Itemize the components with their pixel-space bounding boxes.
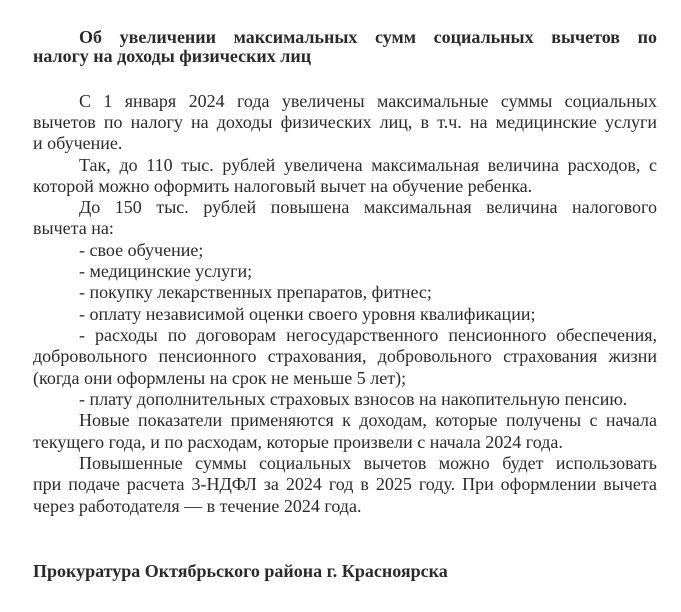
list-item: - расходы по договорам негосударственного пенсионного обеспечения, [79, 325, 657, 345]
body-line: Новые показатели применяются к доходам, которые получены с начала [79, 410, 657, 430]
list-item-continuation: (когда они оформлены на срок не меньше 5 лет); [33, 368, 407, 388]
list-item: - оплату независимой оценки своего уровня квалификации; [79, 304, 536, 324]
body-line: текущего года, и по расходам, которые произвели с начала 2024 года. [33, 432, 563, 452]
title-line-1: Об увеличении максимальных сумм социальных вычетов по [79, 27, 657, 47]
title-line-2: налогу на доходы физических лиц [33, 46, 312, 66]
body-line: Повышенные суммы социальных вычетов можно будет использовать [79, 453, 657, 473]
list-item: - медицинские услуги; [79, 261, 253, 281]
body-line: Так, до 110 тыс. рублей увеличена максимальная величина расходов, с [79, 155, 657, 175]
body-line: и обучение. [33, 133, 123, 153]
body-line: которой можно оформить налоговый вычет на обучение ребенка. [33, 176, 533, 196]
list-item: - покупку лекарственных препаратов, фитнес; [79, 282, 432, 302]
list-item: - плату дополнительных страховых взносов на накопительную пенсию. [79, 389, 628, 409]
body-line: До 150 тыс. рублей повышена максимальная величина налогового [79, 197, 657, 217]
list-item-continuation: добровольного пенсионного страхования, добровольного страхования жизни [33, 346, 657, 366]
body-line: вычета на: [33, 218, 114, 238]
body-line: при подаче расчета 3-НДФЛ за 2024 год в 2025 году. При оформлении вычета [33, 474, 657, 494]
body-line: вычетов по налогу на доходы физических лиц, в т.ч. на медицинские услуги [33, 112, 657, 132]
body-line: С 1 января 2024 года увеличены максимальные суммы социальных [79, 91, 657, 111]
list-item: - свое обучение; [79, 240, 204, 260]
signature: Прокуратура Октябрьского района г. Красноярска [33, 561, 448, 581]
body-line: через работодателя — в течение 2024 года. [33, 496, 362, 516]
